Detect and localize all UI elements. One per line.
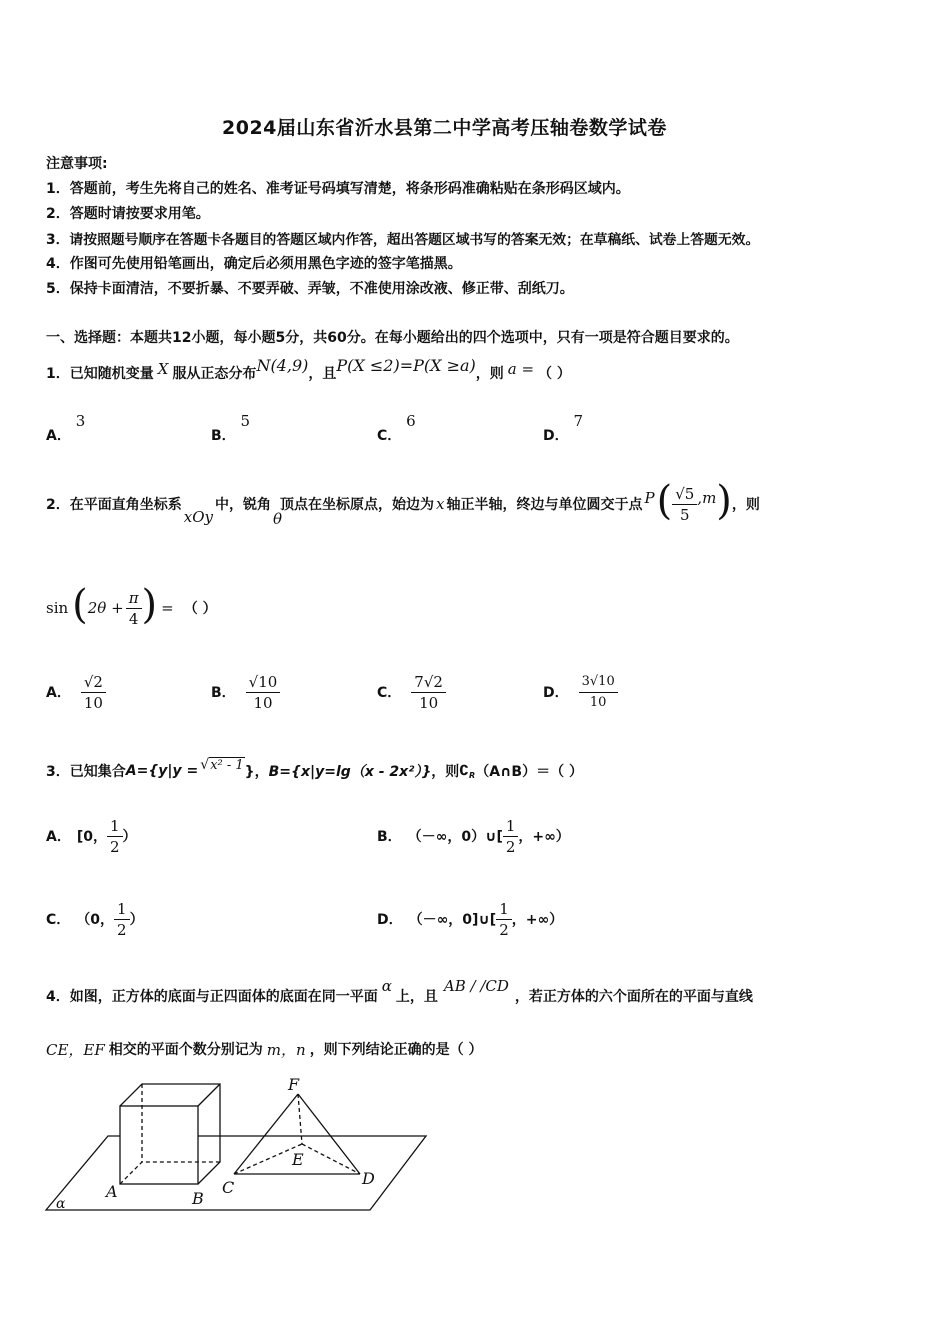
option-label: A． bbox=[46, 829, 71, 845]
frac-num: 7√2 bbox=[411, 672, 446, 693]
q3-text: （A∩B）＝（ ） bbox=[475, 764, 583, 780]
q4-text: 相交的平面个数分别记为 bbox=[108, 1042, 263, 1058]
q1-option-a[interactable] bbox=[46, 412, 86, 445]
frac-den: 5 bbox=[679, 505, 690, 524]
option-pre: （－∞，0]∪[ bbox=[408, 912, 497, 928]
option-post: ，+∞） bbox=[518, 829, 570, 845]
q1-text: （ ） bbox=[538, 366, 571, 382]
q4-line2 bbox=[46, 1036, 483, 1062]
q2-option-c[interactable] bbox=[377, 666, 446, 718]
option-label: C． bbox=[46, 912, 71, 928]
q1-text: 1．已知随机变量 bbox=[46, 366, 154, 382]
q2-sin: sin bbox=[46, 599, 69, 617]
option-frac bbox=[81, 672, 106, 713]
q1-option-b[interactable] bbox=[211, 412, 251, 445]
frac-num: √5 bbox=[672, 484, 697, 505]
option-pre: （0， bbox=[76, 912, 115, 928]
notice-heading: 注意事项: bbox=[46, 156, 108, 172]
notice-item: 4．作图可先使用铅笔画出，确定后必须用黑色字迹的签字笔描黑。 bbox=[46, 256, 462, 272]
q3-complement: ∁ bbox=[459, 763, 470, 779]
option-frac bbox=[411, 672, 446, 713]
frac-num: 1 bbox=[107, 816, 123, 837]
option-frac bbox=[246, 672, 281, 713]
q4-lines: CE，EF bbox=[46, 1040, 105, 1059]
option-value: 6 bbox=[406, 412, 416, 430]
option-frac bbox=[579, 672, 618, 713]
option-label: A． bbox=[46, 428, 71, 444]
label-f: F bbox=[288, 1075, 300, 1094]
option-pre: （－∞，0）∪[ bbox=[407, 829, 503, 845]
label-d: D bbox=[362, 1169, 375, 1188]
question-2 bbox=[46, 478, 760, 530]
label-e: E bbox=[292, 1150, 304, 1169]
option-label: D． bbox=[543, 428, 569, 444]
label-a: A bbox=[106, 1182, 118, 1201]
frac-den: 10 bbox=[253, 693, 273, 712]
q2-theta: θ bbox=[272, 510, 283, 528]
q1-cond: P(X ≤2)=P(X ≥a) bbox=[336, 355, 476, 375]
q3-sqrt: √x² - 1 bbox=[200, 757, 244, 773]
option-value: 5 bbox=[240, 412, 251, 430]
option-frac bbox=[496, 899, 512, 940]
label-alpha: α bbox=[56, 1196, 66, 1212]
sqrt-radicand: x² - 1 bbox=[210, 758, 244, 773]
option-label: C． bbox=[377, 685, 402, 701]
q2-option-a[interactable] bbox=[46, 666, 106, 718]
q2-text: 中，锐角 bbox=[214, 497, 271, 513]
q1-text: 服从正态分布 bbox=[172, 366, 257, 382]
paren-left: ( bbox=[72, 582, 88, 628]
option-post: ） bbox=[122, 829, 137, 845]
q2-eq: = bbox=[161, 599, 174, 617]
frac-num: √2 bbox=[81, 672, 106, 693]
option-frac bbox=[114, 899, 130, 940]
tetra-edge-fd bbox=[298, 1094, 360, 1174]
option-label: C． bbox=[377, 428, 402, 444]
q2-point: P bbox=[644, 489, 655, 507]
section-heading: 一、选择题：本题共12小题，每小题5分，共60分。在每小题给出的四个选项中，只有一项是符合题目要求的。 bbox=[46, 330, 739, 346]
q4-mn: m，n bbox=[266, 1040, 306, 1059]
q2-text: （ ） bbox=[183, 601, 217, 617]
frac-num: 1 bbox=[496, 899, 512, 920]
option-pre: [0， bbox=[76, 829, 107, 845]
question-3 bbox=[46, 754, 583, 788]
frac-den: 2 bbox=[109, 837, 120, 856]
frac-den: 10 bbox=[83, 693, 103, 712]
frac-num: 1 bbox=[114, 899, 130, 920]
option-label: B． bbox=[211, 685, 236, 701]
label-b: B bbox=[192, 1189, 204, 1208]
frac-den: 2 bbox=[117, 920, 127, 939]
q4-parallel: AB / /CD bbox=[443, 977, 509, 995]
option-frac bbox=[503, 816, 519, 857]
page-title: 2024届山东省沂水县第二中学高考压轴卷数学试卷 bbox=[222, 117, 667, 139]
option-label: B． bbox=[377, 829, 402, 845]
q3-sub: R bbox=[469, 770, 476, 780]
option-label: B． bbox=[211, 428, 236, 444]
q4-alpha: α bbox=[381, 977, 392, 995]
frac-den: 2 bbox=[505, 837, 516, 856]
option-label: A． bbox=[46, 685, 71, 701]
notice-item: 5．保持卡面清洁，不要折暴、不要弄破、弄皱，不准使用涂改液、修正带、刮纸刀。 bbox=[46, 281, 574, 297]
q2-inner: 2θ + bbox=[87, 599, 124, 617]
q3-set-b: B={x|y=lg（x - 2x²）} bbox=[268, 764, 432, 780]
paren-left: ( bbox=[656, 478, 673, 524]
q2-point-frac bbox=[672, 484, 697, 525]
notice-item: 2．答题时请按要求用笔。 bbox=[46, 206, 210, 222]
q1-option-c[interactable] bbox=[377, 412, 416, 445]
question-4 bbox=[46, 976, 753, 1016]
paren-right: ) bbox=[141, 582, 158, 628]
option-frac bbox=[107, 816, 123, 857]
option-value: 3 bbox=[75, 412, 86, 430]
q3-option-d[interactable] bbox=[377, 893, 563, 945]
option-label: D． bbox=[543, 685, 569, 701]
q2-text: ，则 bbox=[731, 497, 760, 513]
notice-item: 3．请按照题号顺序在答题卡各题目的答题区域内作答，超出答题区域书写的答案无效；在草稿纸、试卷上答题无效。 bbox=[46, 232, 760, 248]
frac-num: √10 bbox=[246, 672, 281, 693]
q3-option-b[interactable] bbox=[377, 810, 570, 862]
q2-text: 2．在平面直角坐标系 bbox=[46, 497, 182, 513]
q1-dist: N(4,9) bbox=[256, 355, 309, 375]
q3-option-c[interactable] bbox=[46, 893, 144, 945]
q1-text: ，且 bbox=[308, 366, 337, 382]
cube-edge bbox=[198, 1084, 220, 1106]
frac-num: 3√10 bbox=[579, 672, 618, 693]
q4-figure bbox=[40, 1070, 440, 1220]
q2-text: 轴正半轴，终边与单位圆交于点 bbox=[446, 497, 643, 513]
q2-option-b[interactable] bbox=[211, 666, 280, 718]
q3-text: 3．已知集合 bbox=[46, 764, 126, 780]
q4-text: ，若正方体的六个面所在的平面与直线 bbox=[514, 989, 753, 1005]
q1-var: X bbox=[157, 360, 169, 378]
q1-option-d[interactable] bbox=[543, 412, 584, 445]
q1-text: ，则 bbox=[475, 366, 504, 382]
q2-x: x bbox=[436, 495, 445, 513]
q1-var2: a = bbox=[507, 360, 535, 378]
frac-den: 10 bbox=[589, 694, 607, 710]
q2-sys: xOy bbox=[183, 508, 213, 526]
option-label: D． bbox=[377, 912, 403, 928]
frac-num: π bbox=[126, 588, 142, 609]
q2-expression bbox=[46, 582, 217, 634]
frac-den: 2 bbox=[499, 920, 509, 939]
q2-m: ,m bbox=[697, 489, 717, 507]
frac-den: 10 bbox=[419, 693, 439, 712]
notice-item: 1．答题前，考生先将自己的姓名、准考证号码填写清楚，将条形码准确粘贴在条形码区域内。 bbox=[46, 181, 630, 197]
q2-option-d[interactable] bbox=[543, 666, 618, 718]
label-c: C bbox=[222, 1178, 235, 1197]
q3-text: ，则 bbox=[431, 764, 460, 780]
option-value: 7 bbox=[573, 412, 584, 430]
q4-text: 上，且 bbox=[395, 989, 438, 1005]
q4-text: ，则下列结论正确的是（ ） bbox=[309, 1042, 483, 1058]
paren-right: ) bbox=[716, 478, 732, 524]
q3-set-a: A={y|y = bbox=[125, 763, 199, 779]
frac-den: 4 bbox=[128, 609, 139, 628]
frac-num: 1 bbox=[503, 816, 519, 837]
q4-text: 4．如图，正方体的底面与正四面体的底面在同一平面 bbox=[46, 989, 378, 1005]
question-1 bbox=[46, 356, 571, 390]
option-post: ） bbox=[129, 912, 144, 928]
q2-text: 顶点在坐标原点，始边为 bbox=[280, 497, 435, 513]
q2-pi-frac bbox=[126, 588, 142, 629]
tetra-edge-cf bbox=[234, 1094, 298, 1174]
option-post: ，+∞） bbox=[511, 912, 564, 928]
q3-option-a[interactable] bbox=[46, 810, 137, 862]
tetra-hidden-ed bbox=[302, 1144, 360, 1174]
q3-text: }， bbox=[244, 764, 269, 780]
